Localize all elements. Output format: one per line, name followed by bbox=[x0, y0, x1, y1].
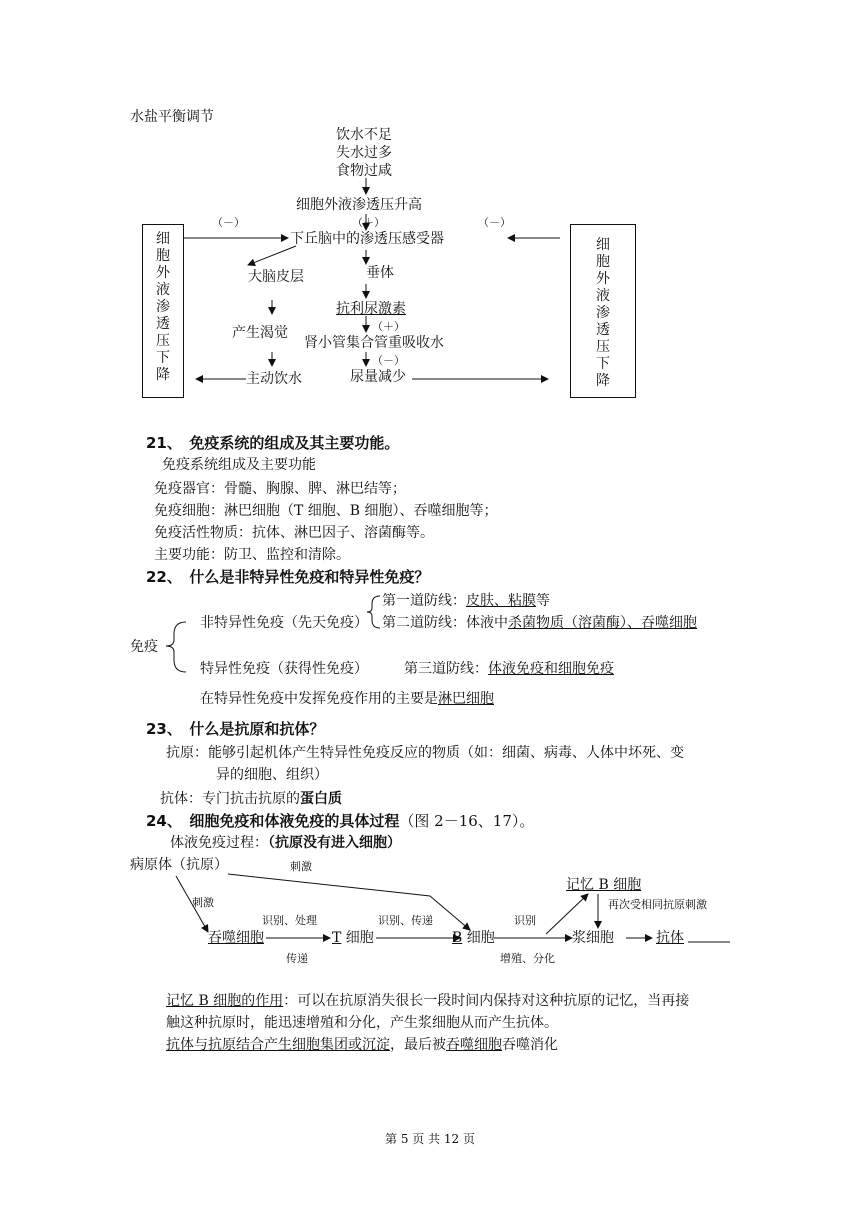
cause-2: 失水过多 bbox=[336, 145, 392, 161]
minus-sign-right: （－） bbox=[478, 216, 511, 229]
reabsorb-label: 肾小管集合管重吸收水 bbox=[304, 335, 444, 351]
phagocyte-node: 吞噬细胞 bbox=[208, 930, 264, 946]
plus-sign-top: （＋） bbox=[352, 216, 385, 229]
arrow-hypothalamus-to-cortex bbox=[248, 246, 296, 265]
nonspecific-immunity: 非特异性免疫（先天免疫） bbox=[200, 615, 368, 631]
humoral-title: 体液免疫过程：（抗原没有进入细胞） bbox=[170, 835, 401, 851]
stimulate-left-label: 刺激 bbox=[192, 896, 214, 909]
memory-note-line-1: 记忆 B 细胞的作用：可以在抗原消失很长一段时间内保持对这种抗原的记忆，当再接 bbox=[166, 993, 690, 1009]
q24-heading: 24、 细胞免疫和体液免疫的具体过程（图 2－16、17）。 bbox=[146, 812, 535, 830]
q21-line-4: 免疫活性物质：抗体、淋巴因子、溶菌酶等。 bbox=[154, 525, 434, 541]
q23-heading: 23、 什么是抗原和抗体？ bbox=[146, 720, 325, 738]
immune-label: 免疫 bbox=[130, 639, 158, 655]
final-line: 抗体与抗原结合产生细胞集团或沉淀，最后被吞噬细胞吞噬消化 bbox=[166, 1037, 558, 1053]
minus-sign-left: （－） bbox=[212, 216, 245, 229]
q21-line-5: 主要功能：防卫、监控和清除。 bbox=[154, 547, 350, 563]
immune-brace bbox=[166, 622, 186, 672]
proliferate-label: 增殖、分化 bbox=[500, 952, 555, 965]
pituitary-label: 垂体 bbox=[366, 265, 394, 281]
right-osmotic-down-label: 细胞外液渗透压下降 bbox=[596, 237, 610, 389]
defense-brace bbox=[367, 596, 380, 628]
q21-line-2: 免疫器官：骨髓、胸腺、脾、淋巴结等； bbox=[154, 481, 406, 497]
left-osmotic-down-label: 细胞外液渗透压下降 bbox=[156, 231, 170, 383]
urine-label: 尿量减少 bbox=[350, 369, 406, 385]
recognize-process-label: 识别、处理 bbox=[262, 914, 317, 927]
re-stimulate-label: 再次受相同抗原刺激 bbox=[608, 898, 707, 911]
memory-note-line-2: 触这种抗原时，能迅速增殖和分化，产生浆细胞从而产生抗体。 bbox=[166, 1015, 558, 1031]
drink-label: 主动饮水 bbox=[246, 371, 302, 387]
transmit-label: 传递 bbox=[286, 952, 308, 965]
stimulate-top-label: 刺激 bbox=[290, 860, 312, 873]
bcell-node: B 细胞 bbox=[452, 930, 495, 946]
adh-label: 抗利尿激素 bbox=[336, 301, 406, 317]
cortex-label: 大脑皮层 bbox=[248, 269, 304, 285]
specific-immunity-note: 在特异性免疫中发挥免疫作用的主要是淋巴细胞 bbox=[200, 691, 494, 707]
left-osmotic-down-box bbox=[142, 224, 184, 398]
antigen-def-line-2: 异的细胞、组织） bbox=[216, 767, 328, 783]
plus-sign-adh: （＋） bbox=[372, 320, 405, 333]
minus-sign-urine: （－） bbox=[372, 354, 405, 367]
right-osmotic-down-box bbox=[570, 224, 636, 398]
second-defense-line: 第二道防线：体液中杀菌物质（溶菌酶）、吞噬细胞 bbox=[382, 615, 697, 631]
q21-heading: 21、 免疫系统的组成及其主要功能。 bbox=[146, 434, 400, 452]
cause-1: 饮水不足 bbox=[336, 127, 392, 143]
recognize-label: 识别 bbox=[514, 914, 536, 927]
antibody-node: 抗体 bbox=[656, 930, 684, 946]
recognize-transmit-label: 识别、传递 bbox=[378, 914, 433, 927]
cause-3: 食物过咸 bbox=[336, 163, 392, 179]
page-title: 水盐平衡调节 bbox=[130, 109, 214, 125]
osmotic-up-label: 细胞外液渗透压升高 bbox=[296, 197, 422, 213]
first-defense-line: 第一道防线：皮肤、粘膜等 bbox=[382, 593, 550, 609]
tcell-node: T 细胞 bbox=[332, 930, 374, 946]
q22-heading: 22、 什么是非特异性免疫和特异性免疫？ bbox=[146, 568, 430, 586]
memory-b-label: 记忆 B 细胞 bbox=[566, 877, 642, 893]
thirst-label: 产生渴觉 bbox=[232, 325, 288, 341]
hypothalamus-label: 下丘脑中的渗透压感受器 bbox=[290, 231, 444, 247]
q21-line-1: 免疫系统组成及主要功能 bbox=[162, 457, 316, 473]
page-footer: 第 5 页 共 12 页 bbox=[385, 1132, 475, 1146]
arrow-bcell-to-memory bbox=[546, 894, 588, 934]
pathogen-label: 病原体（抗原） bbox=[130, 857, 228, 873]
q21-line-3: 免疫细胞：淋巴细胞（T 细胞、B 细胞）、吞噬细胞等； bbox=[154, 503, 498, 519]
antigen-def-line-1: 抗原：能够引起机体产生特异性免疫反应的物质（如：细菌、病毒、人体中坏死、变 bbox=[166, 745, 684, 761]
third-defense-line: 第三道防线：体液免疫和细胞免疫 bbox=[404, 661, 614, 677]
plasma-node: 浆细胞 bbox=[572, 930, 614, 946]
specific-immunity: 特异性免疫（获得性免疫） bbox=[200, 661, 368, 677]
antibody-def: 抗体：专门抗击抗原的蛋白质 bbox=[160, 791, 342, 807]
